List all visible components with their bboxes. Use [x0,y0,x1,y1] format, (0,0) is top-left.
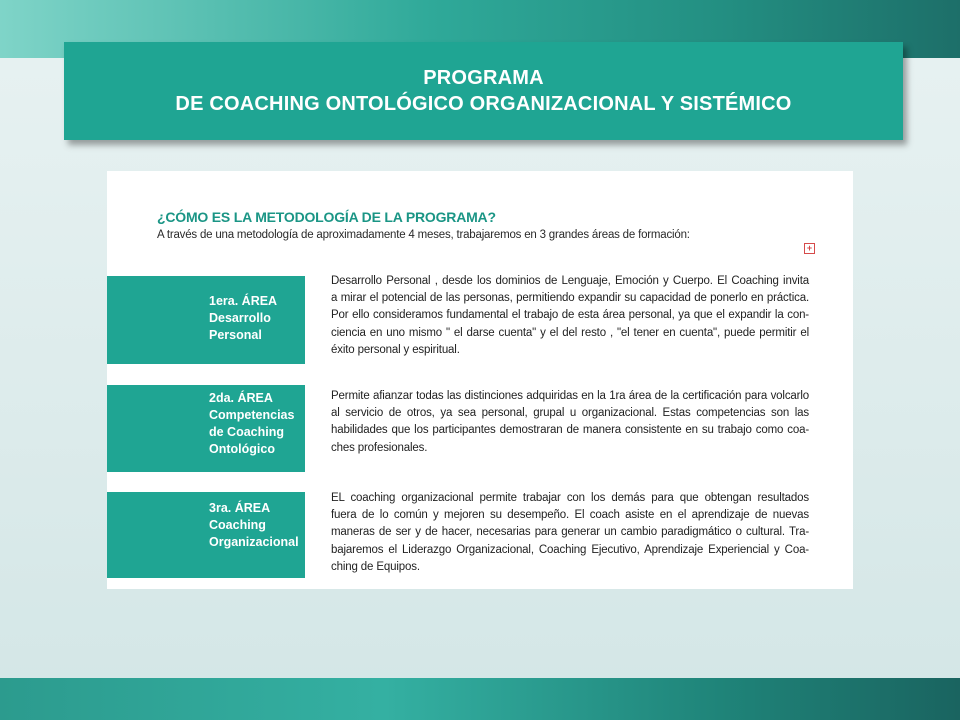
slide-title-line-2: DE COACHING ONTOLÓGICO ORGANIZACIONAL Y SISTÉMICO [175,93,792,115]
area-2-label [107,385,305,472]
area-3-description [331,490,809,576]
text-line: éxito personal y espiritual. [331,343,460,356]
document-heading: ¿CÓMO ES LA METODOLOGÍA DE LA PROGRAMA? [157,209,496,225]
area-1-description [331,273,809,359]
slide-title-line-1: PROGRAMA [423,67,544,89]
document-subheading: A través de una metodología de aproximadamente 4 meses, trabajaremos en 3 grandes áreas de formación: [157,229,690,241]
slide-title-box [64,42,903,140]
text-line: EL coaching organizacional permite trabajar con los demás para que obtengan resultados [331,492,809,504]
text-line: fuera de lo común y mejoren su desempeño. El coach asiste en el aprendizaje de nuevas [331,509,809,522]
methodology-document [107,171,853,589]
text-line: a mirar el potencial de las personas, permitiendo expandir su capacidad de ponerlo en práctica. [331,292,809,305]
area-label-line: Desarrollo [209,311,271,325]
text-line: Permite afianzar todas las distinciones adquiridas en la 1ra área de la certificación para volcarlo [331,390,809,402]
area-label-line: Personal [209,328,262,342]
plus-square-icon[interactable]: + [804,243,815,254]
text-line: al servicio de otros, ya sea personal, grupal u organizacional. Estas competencias son las [331,407,809,420]
area-label-line: Organizacional [209,535,299,549]
area-3-label [107,492,305,578]
bottom-decorative-band [0,678,960,720]
area-label-line: Ontológico [209,442,275,456]
text-line: maneras de ser y de hacer, necesarias para generar un cambio paradigmático o cultural. Tra- [331,526,809,539]
area-label-line: 3ra. ÁREA [209,501,271,515]
text-line: ching de Equipos. [331,560,420,573]
text-line: ches profesionales. [331,441,428,454]
text-line: bajaremos el Liderazgo Organizacional, Coaching Ejecutivo, Aprendizaje Experiencial y Coa- [331,543,809,556]
area-label-line: Coaching [209,518,266,532]
text-line: ciencia en uno mismo " el darse cuenta" y el del resto , "el tener en cuenta", puede permitir el [331,326,809,339]
area-2-description [331,388,809,457]
area-label-line: de Coaching [209,425,285,439]
text-line: Desarrollo Personal , desde los dominios de Lenguaje, Emoción y Cuerpo. El Coaching invita [331,275,809,287]
area-label-line: 1era. ÁREA [209,294,278,308]
text-line: habilidades que los participantes demostraran de manera consistente en su trabajo como coa- [331,424,809,437]
area-1-label [107,276,305,364]
area-label-line: Competencias [209,408,295,422]
area-label-line: 2da. ÁREA [209,391,273,405]
text-line: Por ello consideramos fundamental el trabajo de esta área personal, ya que el expandir la con- [331,309,809,322]
